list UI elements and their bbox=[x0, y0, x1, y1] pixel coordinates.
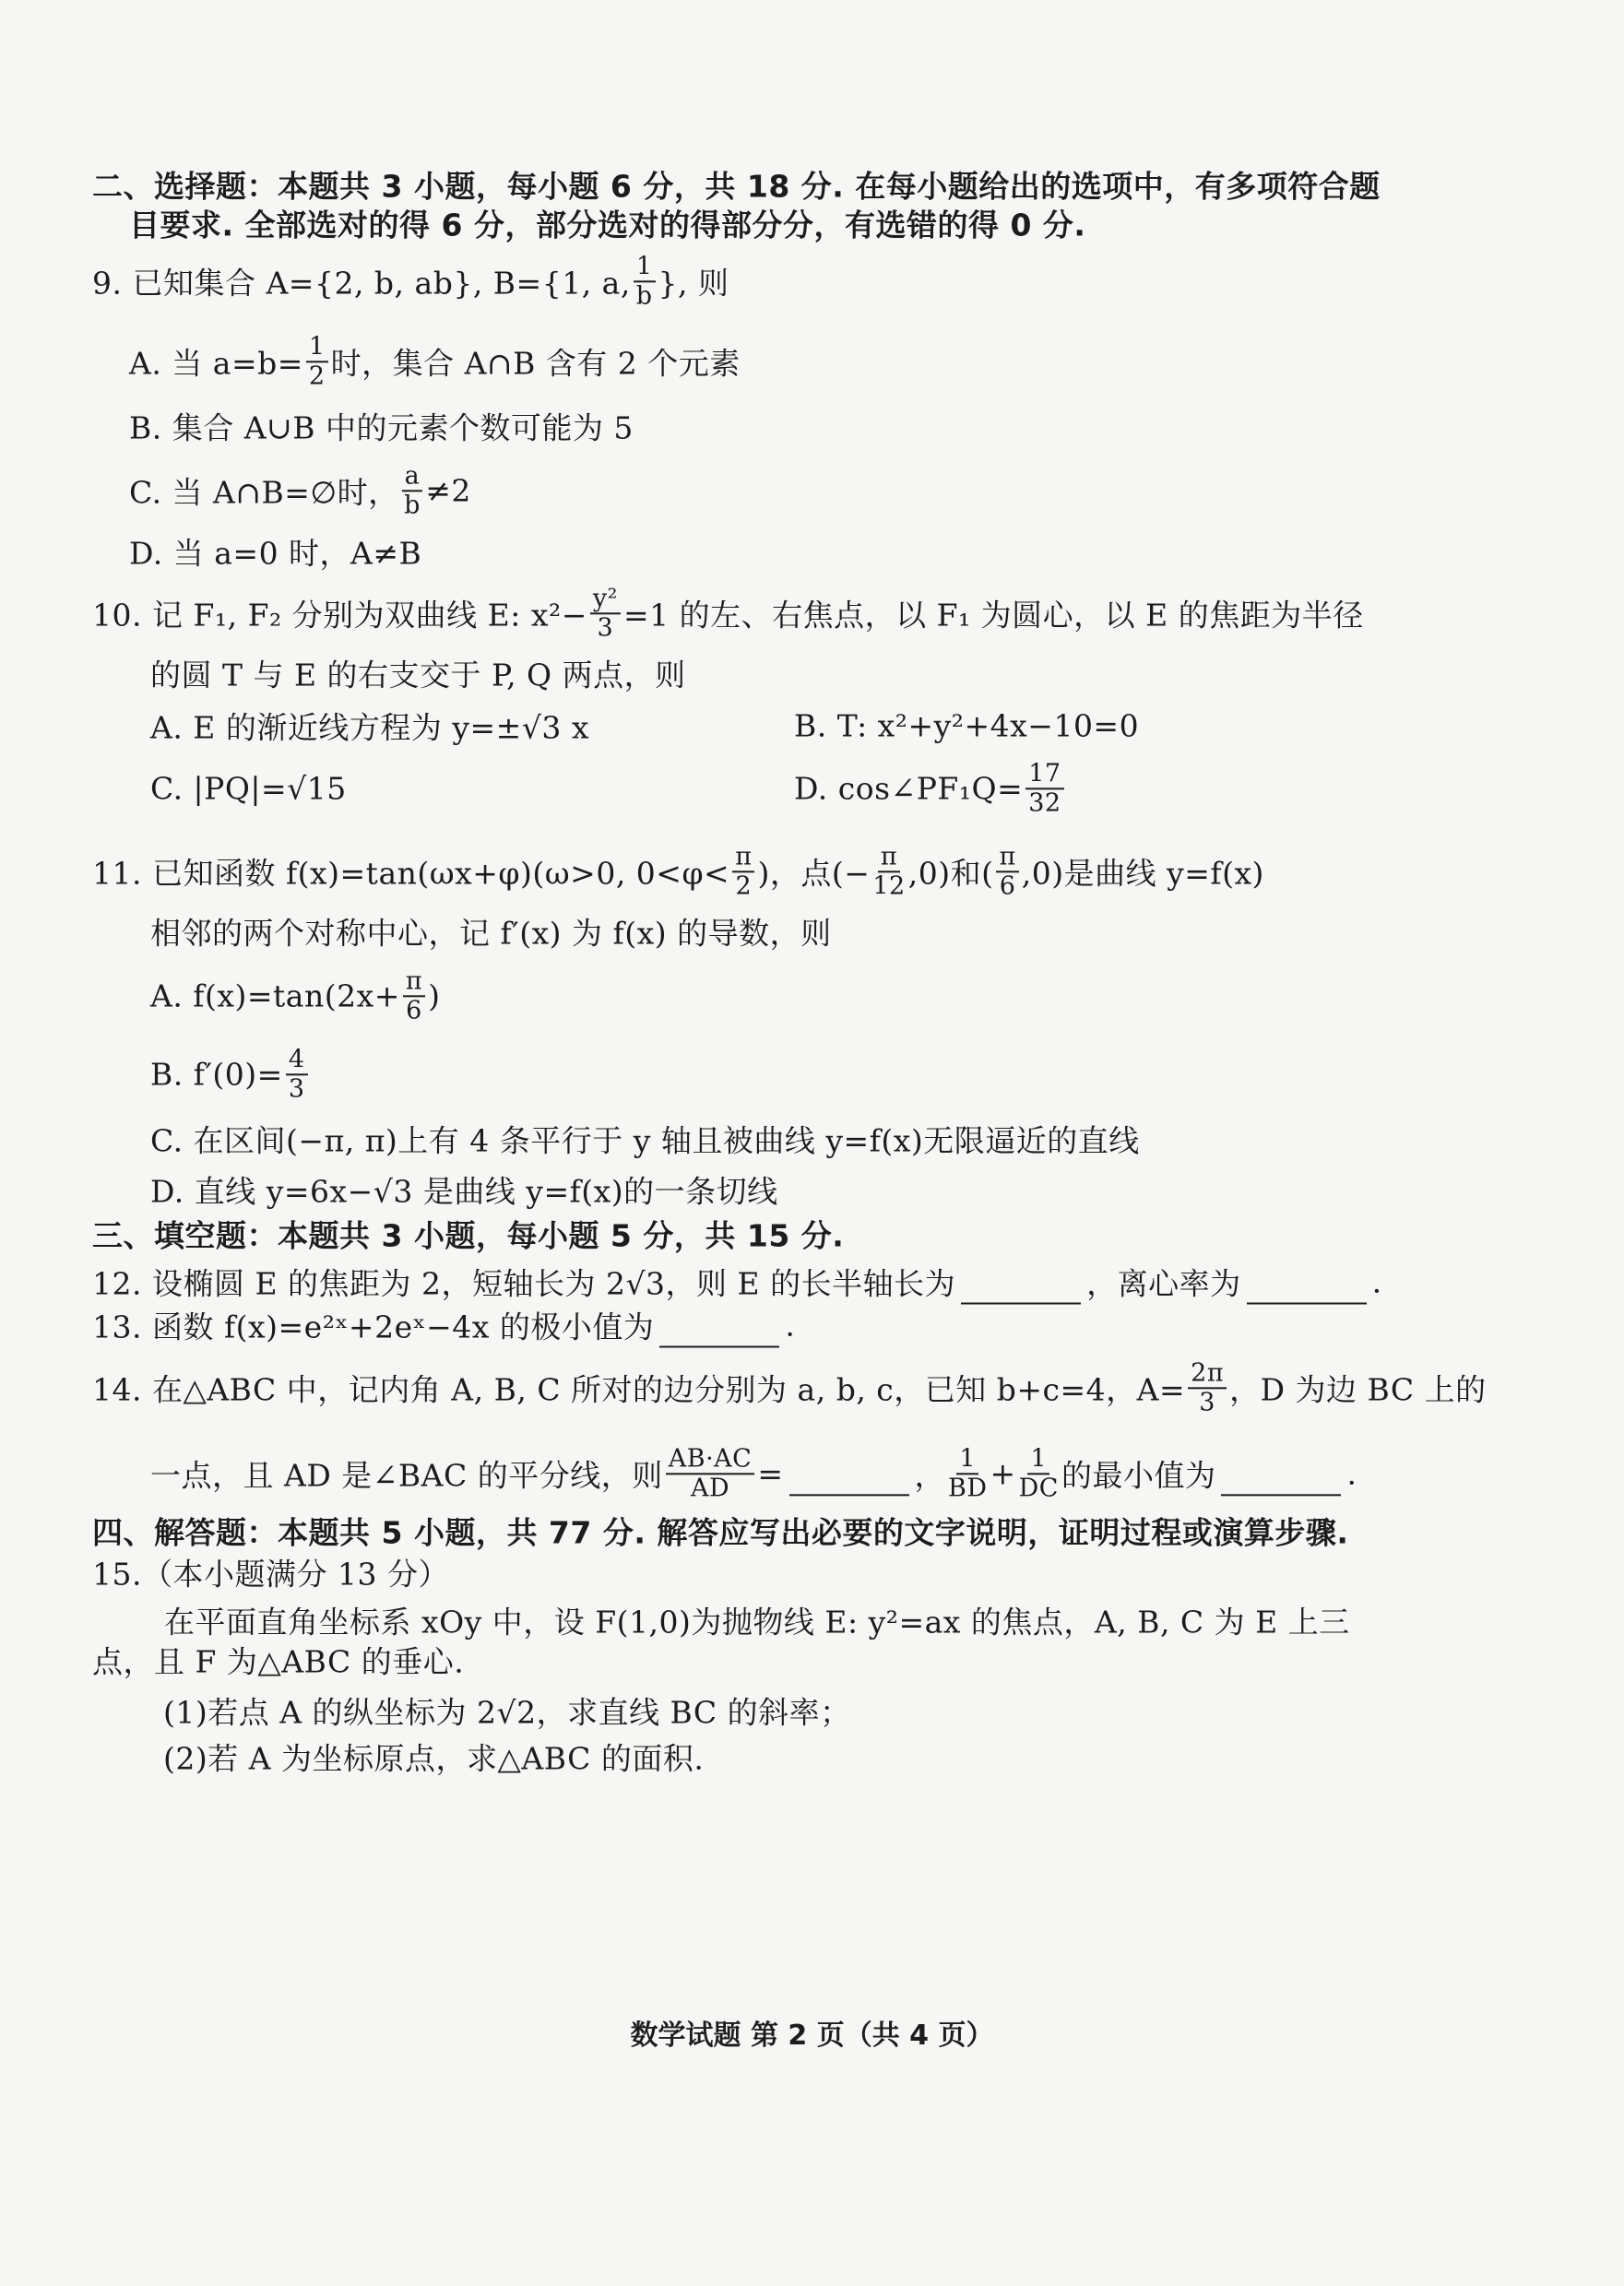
text-line bbox=[92, 1359, 1487, 1415]
text-segment: C. 在区间(−π, π)上有 4 条平行于 y 轴且被曲线 y=f(x)无限逼近的直线 bbox=[150, 1122, 1140, 1159]
text-line bbox=[92, 1261, 1382, 1304]
text-segment: A. E 的渐近线方程为 y=±√3 x bbox=[150, 709, 589, 746]
text-segment: ，离心率为 bbox=[1086, 1265, 1241, 1302]
text-line bbox=[164, 1599, 1350, 1642]
text-segment: 点，且 F 为△ABC 的垂心. bbox=[92, 1643, 465, 1680]
text-line bbox=[92, 1639, 464, 1682]
text-segment: 三、填空题：本题共 3 小题，每小题 5 分，共 15 分. bbox=[92, 1217, 845, 1254]
text-segment: ≠2 bbox=[425, 472, 471, 509]
fraction-denominator: b bbox=[404, 491, 421, 519]
fraction bbox=[1019, 1445, 1059, 1501]
fraction-numerator: π bbox=[403, 967, 425, 997]
answer-blank bbox=[961, 1274, 1081, 1304]
text-line bbox=[92, 1304, 795, 1347]
text-segment: )，点(− bbox=[757, 855, 871, 892]
fraction bbox=[634, 253, 656, 309]
text-segment: C. |PQ|=√15 bbox=[150, 770, 347, 807]
text-line bbox=[92, 1551, 449, 1594]
text-segment: 11. 已知函数 f(x)=tan(ωx+φ)(ω>0, 0<φ< bbox=[92, 855, 730, 892]
text-segment: 目要求. 全部选对的得 6 分，部分选对的得部分分，有选错的得 0 分. bbox=[129, 207, 1086, 243]
fraction bbox=[306, 333, 328, 389]
text-line bbox=[794, 760, 1067, 816]
text-segment: }, 则 bbox=[658, 265, 729, 302]
fraction-numerator: 2π bbox=[1188, 1359, 1227, 1389]
text-line bbox=[163, 1689, 851, 1733]
fraction-numerator: π bbox=[996, 843, 1018, 872]
fraction bbox=[286, 1046, 308, 1102]
text-segment: B. f′(0)= bbox=[150, 1056, 283, 1093]
text-line bbox=[150, 910, 832, 953]
text-segment: C. 当 A∩B=∅时， bbox=[129, 474, 399, 511]
fraction-denominator: 3 bbox=[597, 613, 614, 642]
section-heading bbox=[129, 202, 1085, 245]
fraction-denominator: 3 bbox=[1199, 1388, 1215, 1416]
answer-blank bbox=[1221, 1466, 1341, 1496]
text-segment: 时，集合 A∩B 含有 2 个元素 bbox=[330, 345, 741, 382]
fraction-denominator: 3 bbox=[288, 1074, 305, 1103]
text-segment: (1)若点 A 的纵坐标为 2√2，求直线 BC 的斜率； bbox=[163, 1694, 851, 1731]
fraction-numerator: 1 bbox=[956, 1445, 978, 1475]
fraction-denominator: AD bbox=[690, 1474, 730, 1502]
text-segment: D. cos∠PF₁Q= bbox=[794, 770, 1024, 807]
text-segment: 的最小值为 bbox=[1061, 1457, 1216, 1494]
fraction bbox=[403, 967, 425, 1024]
text-line bbox=[150, 771, 347, 807]
fraction bbox=[1025, 760, 1063, 816]
fraction bbox=[948, 1445, 988, 1501]
text-segment: 四、解答题：本题共 5 小题，共 77 分. 解答应写出必要的文字说明，证明过程或演算步骤. bbox=[92, 1514, 1349, 1551]
text-line bbox=[150, 1168, 778, 1212]
text-line bbox=[129, 530, 421, 574]
text-segment: . bbox=[785, 1307, 796, 1344]
text-line bbox=[92, 585, 1364, 641]
section-heading bbox=[92, 163, 1381, 207]
text-segment: 14. 在△ABC 中，记内角 A, B, C 所对的边分别为 a, b, c，已知 b+c=4，A= bbox=[92, 1371, 1186, 1408]
text-segment: ，D 为边 BC 上的 bbox=[1229, 1371, 1487, 1408]
text-line bbox=[92, 253, 729, 309]
text-segment: A. f(x)=tan(2x+ bbox=[150, 977, 400, 1014]
fraction bbox=[872, 843, 905, 899]
text-segment: 相邻的两个对称中心，记 f′(x) 为 f(x) 的导数，则 bbox=[150, 915, 832, 952]
text-line bbox=[150, 1118, 1140, 1161]
fraction bbox=[732, 843, 754, 899]
text-segment: ) bbox=[428, 977, 441, 1014]
text-line bbox=[150, 1046, 311, 1102]
fraction bbox=[402, 462, 423, 518]
text-line bbox=[163, 1735, 704, 1779]
text-segment: 10. 记 F₁, F₂ 分别为双曲线 E: x²− bbox=[92, 597, 587, 634]
fraction bbox=[590, 585, 621, 641]
fraction-numerator: 1 bbox=[306, 333, 328, 362]
text-segment: D. 当 a=0 时，A≠B bbox=[129, 535, 422, 572]
fraction-numerator: 17 bbox=[1025, 760, 1063, 789]
text-segment: 15.（本小题满分 13 分） bbox=[92, 1556, 449, 1593]
text-segment: 在平面直角坐标系 xOy 中，设 F(1,0)为抛物线 E: y²=ax 的焦点，A, B, C 为 E 上三 bbox=[164, 1604, 1350, 1640]
fraction-numerator: a bbox=[402, 462, 423, 492]
text-segment: ,0)是曲线 y=f(x) bbox=[1021, 855, 1264, 892]
fraction-numerator: y² bbox=[590, 585, 621, 614]
text-segment: . bbox=[1346, 1455, 1357, 1492]
fraction-denominator: 2 bbox=[735, 871, 753, 900]
text-segment: ， bbox=[914, 1457, 945, 1494]
fraction-denominator: 6 bbox=[999, 871, 1016, 900]
fraction-denominator: 2 bbox=[308, 361, 326, 390]
text-segment: . bbox=[1371, 1263, 1382, 1300]
fraction-numerator: AB·AC bbox=[666, 1445, 755, 1475]
page-footer: 数学试题 第 2 页（共 4 页） bbox=[630, 2019, 994, 2052]
fraction-denominator: 32 bbox=[1028, 788, 1061, 817]
section-heading bbox=[92, 1510, 1348, 1553]
fraction-denominator: 12 bbox=[872, 871, 906, 900]
fraction-denominator: b bbox=[635, 281, 653, 310]
text-segment: 12. 设椭圆 E 的焦距为 2，短轴长为 2√3，则 E 的长半轴长为 bbox=[92, 1265, 956, 1302]
fraction-numerator: 4 bbox=[286, 1046, 308, 1075]
text-segment: A. 当 a=b= bbox=[129, 345, 303, 382]
text-line bbox=[150, 652, 686, 695]
fraction-denominator: DC bbox=[1018, 1474, 1059, 1502]
text-line bbox=[129, 462, 471, 518]
text-segment: = bbox=[757, 1455, 784, 1492]
text-line bbox=[150, 967, 440, 1024]
text-segment: 二、选择题：本题共 3 小题，每小题 6 分，共 18 分. 在每小题给出的选项中，有多项符合题 bbox=[92, 168, 1381, 205]
text-line bbox=[129, 405, 634, 448]
text-segment: (2)若 A 为坐标原点，求△ABC 的面积. bbox=[163, 1740, 705, 1777]
answer-blank bbox=[659, 1318, 779, 1347]
fraction-numerator: π bbox=[878, 843, 900, 872]
text-segment: ,0)和( bbox=[907, 855, 994, 892]
fraction-numerator: 1 bbox=[634, 253, 656, 282]
text-segment: + bbox=[990, 1455, 1016, 1492]
answer-blank bbox=[789, 1466, 909, 1496]
text-line bbox=[129, 333, 741, 389]
text-line bbox=[150, 1445, 1357, 1501]
text-segment: =1 的左、右焦点，以 F₁ 为圆心，以 E 的焦距为半径 bbox=[622, 597, 1364, 634]
text-segment: B. 集合 A∪B 中的元素个数可能为 5 bbox=[129, 409, 634, 446]
fraction-numerator: π bbox=[732, 843, 754, 872]
fraction-denominator: BD bbox=[948, 1474, 988, 1502]
fraction-numerator: 1 bbox=[1027, 1445, 1049, 1475]
fraction bbox=[996, 843, 1018, 899]
text-segment: 9. 已知集合 A={2, b, ab}, B={1, a, bbox=[92, 265, 631, 302]
text-line bbox=[150, 705, 589, 748]
answer-blank bbox=[1247, 1274, 1367, 1304]
fraction bbox=[1188, 1359, 1227, 1415]
fraction-denominator: 6 bbox=[406, 996, 422, 1025]
text-segment: D. 直线 y=6x−√3 是曲线 y=f(x)的一条切线 bbox=[150, 1173, 778, 1210]
text-segment: B. T: x²+y²+4x−10=0 bbox=[794, 707, 1140, 744]
section-heading bbox=[92, 1213, 844, 1256]
text-segment: 13. 函数 f(x)=e²ˣ+2eˣ−4x 的极小值为 bbox=[92, 1309, 655, 1345]
text-segment: 一点，且 AD 是∠BAC 的平分线，则 bbox=[150, 1457, 663, 1494]
text-line bbox=[92, 843, 1264, 899]
text-line bbox=[794, 708, 1139, 744]
text-segment: 的圆 T 与 E 的右支交于 P, Q 两点，则 bbox=[150, 657, 686, 693]
fraction bbox=[666, 1445, 755, 1501]
